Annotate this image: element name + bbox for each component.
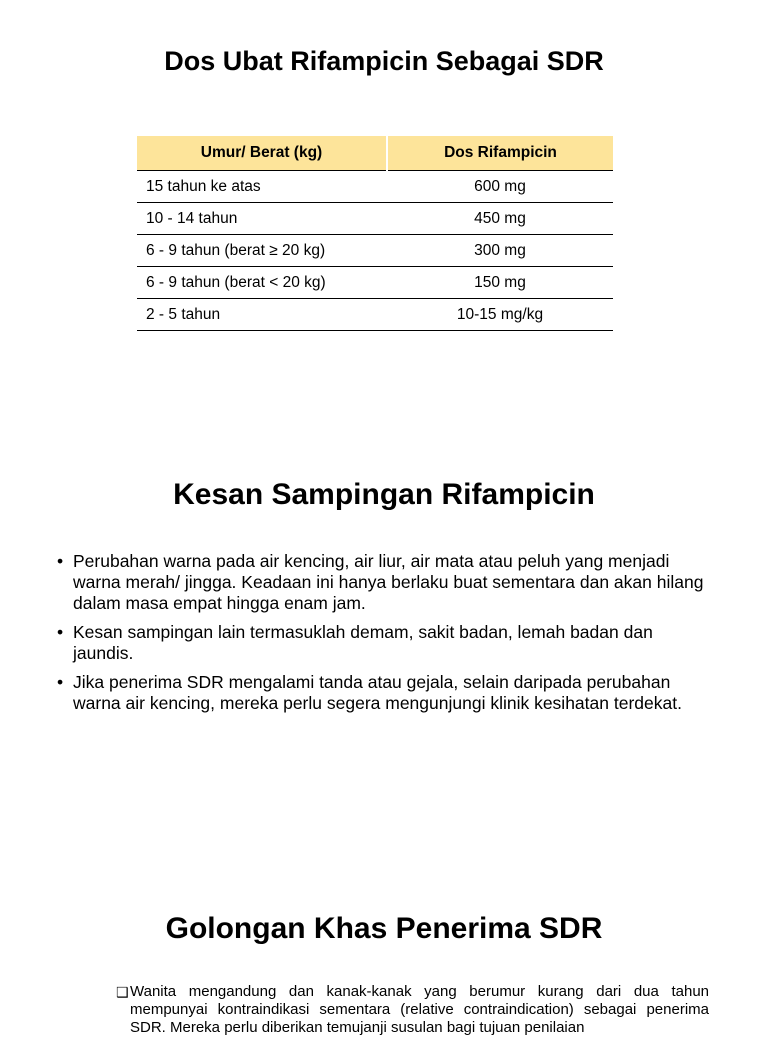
column-header-dose: Dos Rifampicin	[387, 136, 613, 171]
bullet-icon: •	[57, 622, 64, 642]
list-item	[57, 622, 713, 664]
age-weight-cell: 6 - 9 tahun (berat ≥ 20 kg)	[137, 235, 387, 267]
column-header-age-weight: Umur/ Berat (kg)	[137, 136, 387, 171]
checkbox-bullet-icon: ❑	[116, 984, 129, 1000]
special-groups-text: Wanita mengandung dan kanak-kanak yang berumur kurang dari dua tahun mempunyai kontraindikasi sementara (relative contraindication) sebagai penerima SDR. Mereka perlu diberikan temujanji susulan bagi tujuan penilaian	[130, 983, 709, 1036]
age-weight-cell: 2 - 5 tahun	[137, 299, 387, 331]
age-weight-cell: 6 - 9 tahun (berat < 20 kg)	[137, 267, 387, 299]
table-row	[137, 171, 613, 203]
table-row	[137, 267, 613, 299]
age-weight-cell: 15 tahun ke atas	[137, 171, 387, 203]
bullet-icon: •	[57, 672, 64, 692]
dose-cell: 600 mg	[387, 171, 613, 203]
list-item	[57, 551, 713, 614]
table-row	[137, 299, 613, 331]
dose-table	[137, 136, 613, 331]
dose-cell: 450 mg	[387, 203, 613, 235]
age-weight-cell: 10 - 14 tahun	[137, 203, 387, 235]
special-groups-paragraph	[116, 983, 709, 1036]
dose-cell: 150 mg	[387, 267, 613, 299]
table-header-row	[137, 136, 613, 171]
dose-cell: 300 mg	[387, 235, 613, 267]
side-effects-list	[57, 551, 713, 722]
table-row	[137, 235, 613, 267]
dose-title: Dos Ubat Rifampicin Sebagai SDR	[164, 46, 604, 76]
bullet-icon: •	[57, 551, 64, 571]
special-groups-title: Golongan Khas Penerima SDR	[165, 912, 603, 945]
side-effects-title: Kesan Sampingan Rifampicin	[173, 478, 595, 511]
list-item	[57, 672, 713, 714]
table-row	[137, 203, 613, 235]
list-item-text: Jika penerima SDR mengalami tanda atau gejala, selain daripada perubahan warna air kencing, mereka perlu segera mengunjungi klinik kesihatan terdekat.	[73, 672, 682, 713]
dose-cell: 10-15 mg/kg	[387, 299, 613, 331]
list-item-text: Perubahan warna pada air kencing, air liur, air mata atau peluh yang menjadi warna merah/ jingga. Keadaan ini hanya berlaku buat sementara dan akan hilang dalam masa empat hingga enam jam.	[73, 551, 704, 613]
list-item-text: Kesan sampingan lain termasuklah demam, sakit badan, lemah badan dan jaundis.	[73, 622, 653, 663]
